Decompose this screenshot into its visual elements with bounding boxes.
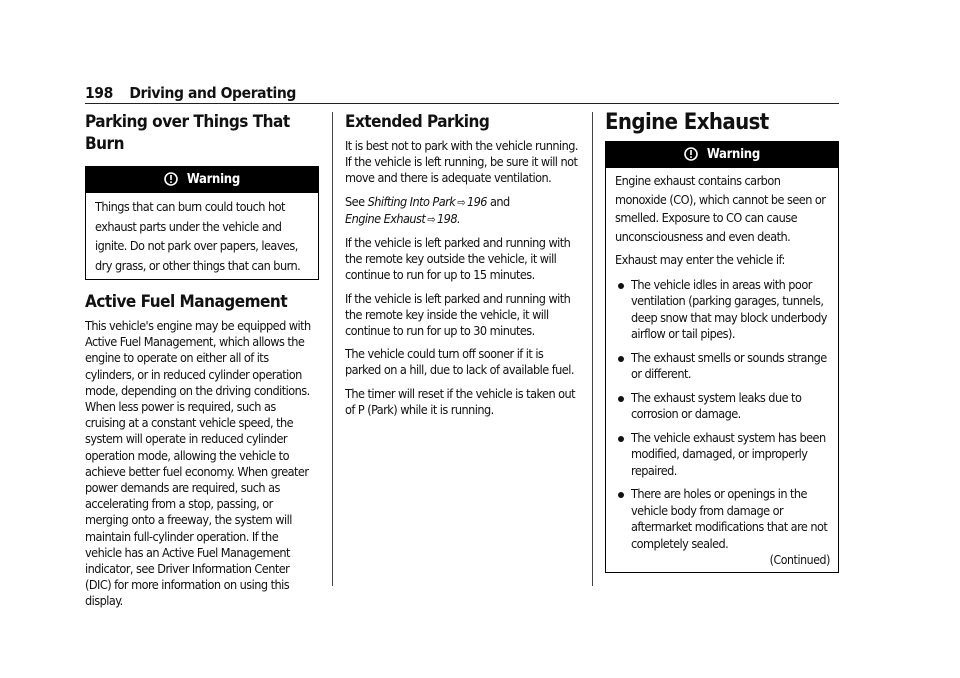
page-arrow-icon: ⇨: [427, 212, 435, 226]
warning-text: Things that can burn could touch hot exhaust parts under the vehicle and ignite. Do not park over papers, leaves, dry grass, or other things that can burn.: [95, 199, 301, 273]
xref-page: 196: [466, 193, 487, 209]
paragraph: If the vehicle is left parked and running with the remote key inside the vehicle, it will continue to run for up to 30 minutes.: [345, 290, 571, 339]
warning-header: [606, 142, 838, 168]
warning-text: Engine exhaust contains carbon monoxide (CO), which cannot be seen or smelled. Exposure to CO can cause unconsciousness and even death.: [615, 173, 826, 244]
list-item: [615, 277, 830, 343]
exhaust-warning-box: [605, 141, 839, 573]
warning-label: Warning: [706, 147, 760, 162]
xref-title: Shifting Into Park: [367, 193, 456, 209]
warning-icon: [684, 145, 698, 171]
paragraph: The timer will reset if the vehicle is taken out of P (Park) while it is running.: [345, 385, 576, 417]
page-number: 198: [85, 84, 113, 102]
list-item: [615, 430, 830, 480]
warning-body: [86, 193, 318, 279]
exhaust-conditions-list: [615, 277, 830, 553]
paragraph: It is best not to park with the vehicle running. If the vehicle is left running, be sure it will not move and there is adequate ventilation.: [345, 138, 578, 186]
cross-reference-paragraph: [345, 194, 578, 228]
list-item-text: The vehicle idles in areas with poor ventilation (parking garages, tunnels, deep snow that may block underbody airflow or tail pipes).: [631, 276, 827, 342]
warning-body: [606, 168, 838, 572]
list-item-text: The vehicle exhaust system has been modified, damaged, or improperly repaired.: [631, 429, 826, 478]
bullet-icon: [618, 356, 624, 362]
column-divider-left: [332, 112, 333, 586]
xref-page: 198: [437, 210, 457, 226]
column-middle: [345, 111, 578, 418]
list-item: [615, 486, 830, 552]
page-header: [85, 84, 839, 104]
page-arrow-icon: ⇨: [457, 195, 465, 209]
afm-heading: Active Fuel Management: [85, 292, 288, 312]
burn-warning-box: [85, 166, 319, 280]
and-word: and: [490, 193, 510, 209]
warning-text: Exhaust may enter the vehicle if:: [615, 252, 785, 268]
bullet-icon: [618, 396, 624, 402]
xref-shifting-into-park[interactable]: [368, 194, 487, 209]
extended-parking-heading: Extended Parking: [345, 112, 490, 132]
warning-label: Warning: [186, 172, 240, 187]
xref-engine-exhaust[interactable]: Engine Exhaust ⇨ 198.: [345, 210, 461, 226]
bullet-icon: [618, 492, 624, 498]
xref-title: Engine Exhaust: [345, 210, 426, 226]
column-left: [85, 111, 317, 610]
section-title: Driving and Operating: [129, 84, 296, 102]
engine-exhaust-heading: Engine Exhaust: [605, 110, 769, 135]
paragraph: If the vehicle is left parked and running with the remote key outside the vehicle, it will continue to run for up to 15 minutes.: [345, 235, 571, 283]
list-item: [615, 390, 830, 423]
column-right: [605, 109, 838, 573]
see-word: See: [345, 193, 365, 209]
bullet-icon: [618, 283, 624, 289]
parking-heading: Parking over Things That Burn: [85, 112, 290, 154]
afm-text: This vehicle's engine may be equipped with Active Fuel Management, which allows the engine to operate on either all of its cylinders, or in reduced cylinder operation mode, depending on the driving conditions. When less power is required, such as cruising at a constant vehicle speed, the system will operate in reduced cylinder operation mode, allowing the vehicle to achieve better fuel economy. When greater power demands are required, such as accelerating from a stop, passing, or merging onto a freeway, the system will maintain full-cylinder operation. If the vehicle has an Active Fuel Management indicator, see Driver Information Center (DIC) for more information on using this display.: [85, 318, 311, 609]
list-item-text: The exhaust system leaks due to corrosion or damage.: [631, 389, 802, 422]
warning-icon: [164, 170, 178, 196]
list-item-text: The exhaust smells or sounds strange or different.: [631, 349, 827, 382]
continued-label: (Continued): [769, 553, 830, 568]
bullet-icon: [618, 436, 624, 442]
list-item-text: There are holes or openings in the vehicle body from damage or aftermarket modifications that are not completely sealed.: [631, 486, 828, 551]
warning-header: [86, 167, 318, 193]
paragraph: The vehicle could turn off sooner if it is parked on a hill, due to lack of available fuel.: [345, 346, 574, 378]
list-item: [615, 350, 830, 383]
column-divider-right: [592, 112, 593, 586]
